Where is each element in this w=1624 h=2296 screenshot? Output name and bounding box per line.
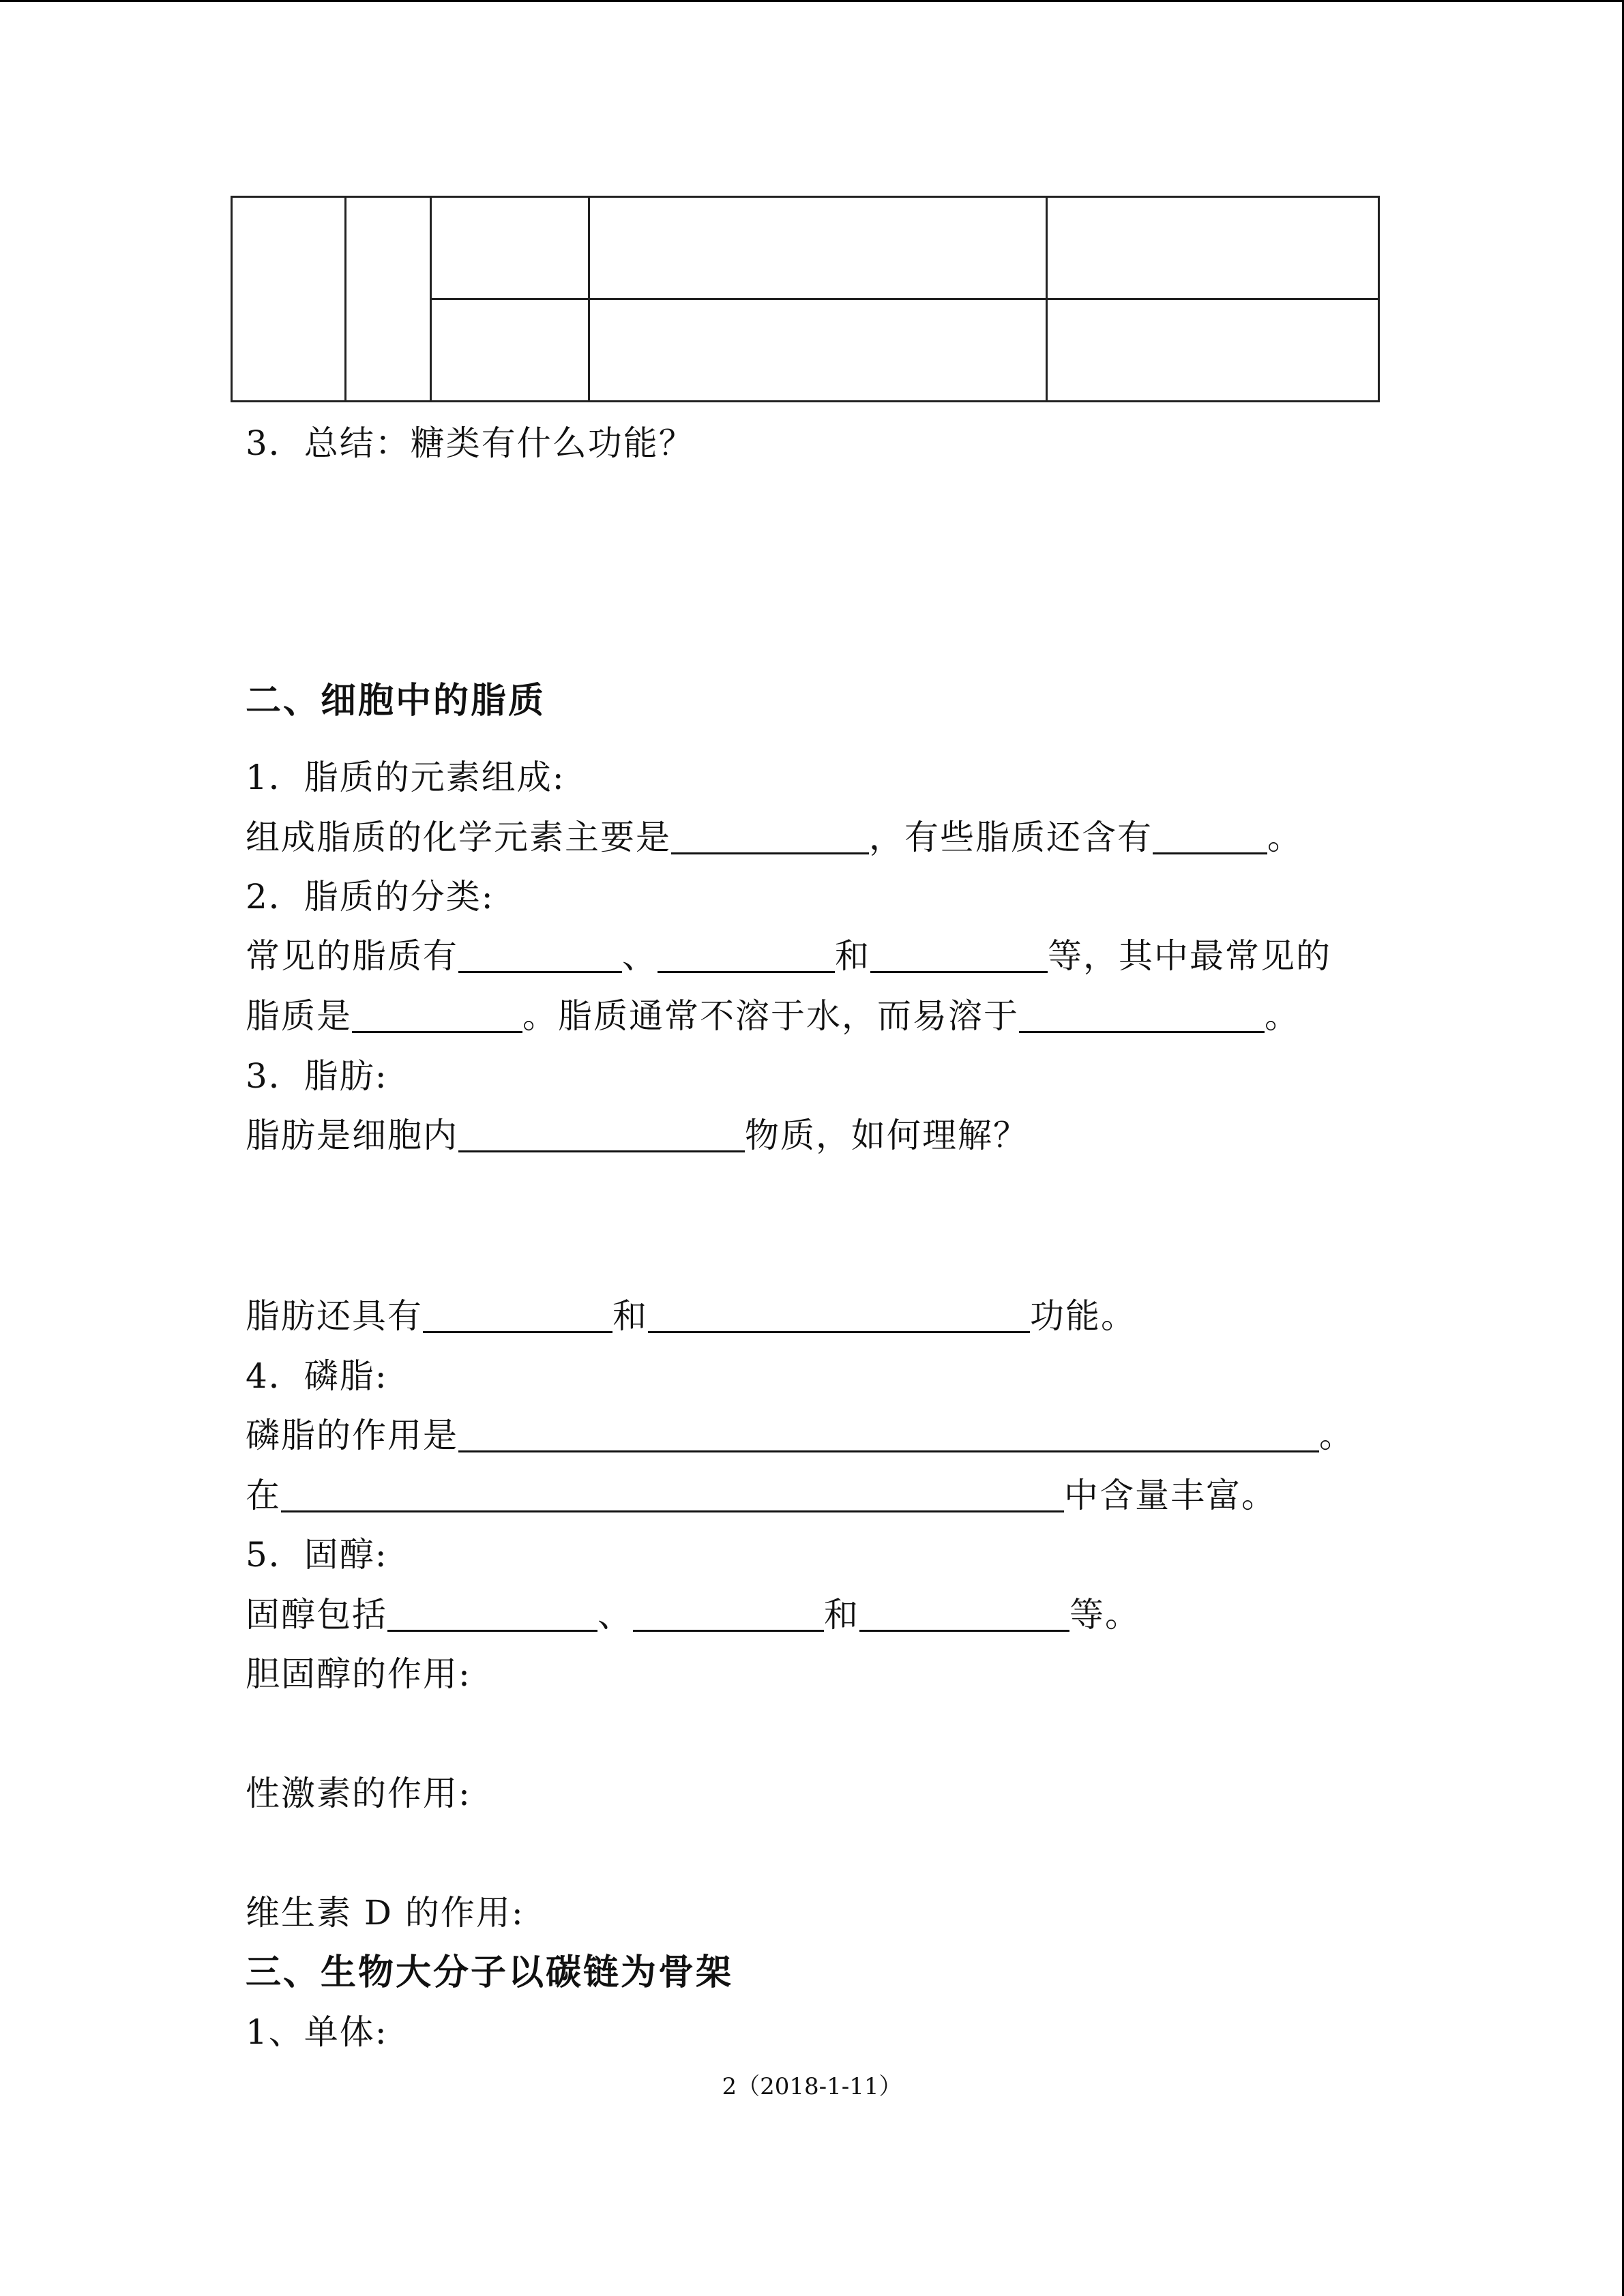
fat-title: 3．脂肪: <box>246 1056 388 1096</box>
fat-function-line: 脂肪还具有 和 功能。 <box>246 1296 1136 1336</box>
lipid-elements-title: 1．脂质的元素组成: <box>246 758 565 797</box>
section2-heading: 二、细胞中的脂质 <box>246 680 546 721</box>
blank-field[interactable] <box>1153 818 1267 854</box>
blank-field[interactable] <box>658 937 835 973</box>
blank-field[interactable] <box>870 937 1048 973</box>
blank-field[interactable] <box>458 1116 745 1152</box>
blank-field[interactable] <box>458 937 622 973</box>
phospholipid-role-line: 磷脂的作用是 。 <box>246 1416 1355 1455</box>
page-top-border <box>0 0 1624 2</box>
page-footer: 2（2018-1-11） <box>722 2073 902 2100</box>
lipid-elements-line: 组成脂质的化学元素主要是 ，有些脂质还含有 。 <box>246 818 1303 857</box>
vitamin-d-role: 维生素 D 的作用: <box>246 1893 525 1933</box>
phospholipid-location-line: 在 中含量丰富。 <box>246 1476 1277 1515</box>
blank-field[interactable] <box>633 1596 824 1632</box>
lipid-classification-title: 2．脂质的分类: <box>246 877 494 916</box>
blank-field[interactable] <box>671 818 869 854</box>
monomer-title: 1、单体: <box>246 2012 388 2052</box>
sex-hormone-role: 性激素的作用: <box>246 1774 471 1813</box>
lipid-classification-line: 常见的脂质有 、 和 等，其中最常见的 <box>246 936 1331 976</box>
blank-field[interactable] <box>1019 997 1265 1033</box>
blank-field[interactable] <box>648 1297 1030 1333</box>
sterol-title: 5．固醇: <box>246 1535 388 1575</box>
cholesterol-role: 胆固醇的作用: <box>246 1654 471 1694</box>
fat-question-line: 脂肪是细胞内 物质，如何理解？ <box>246 1116 1029 1155</box>
blank-field[interactable] <box>859 1596 1069 1632</box>
blank-field[interactable] <box>352 997 522 1033</box>
blank-field[interactable] <box>387 1596 597 1632</box>
lipid-solubility-line: 脂质是 。脂质通常不溶于水，而易溶于 。 <box>246 996 1300 1036</box>
blank-field[interactable] <box>423 1297 612 1333</box>
sterol-types-line: 固醇包括 、 和 等。 <box>246 1595 1140 1635</box>
phospholipid-title: 4．磷脂: <box>246 1356 388 1396</box>
sugar-function-question: 3．总结：糖类有什么功能？ <box>246 423 694 463</box>
blank-field[interactable] <box>458 1416 1319 1452</box>
blank-field[interactable] <box>281 1476 1064 1512</box>
section3-heading: 三、生物大分子以碳链为骨架 <box>246 1952 734 1993</box>
